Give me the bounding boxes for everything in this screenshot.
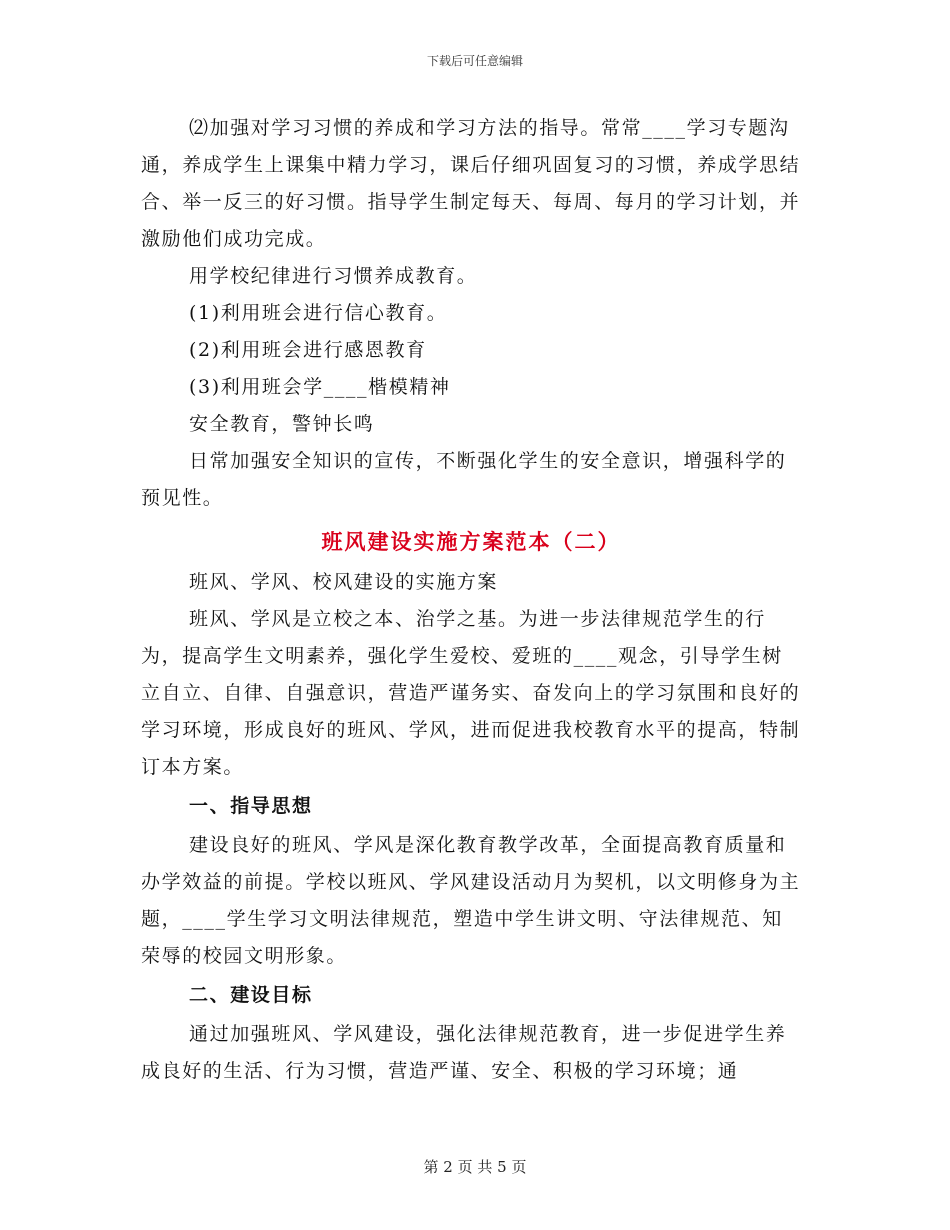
section-heading-goals: 二、建设目标 xyxy=(189,984,313,1006)
page-number: 第 2 页 共 5 页 xyxy=(423,1158,527,1176)
paragraph-safety: 日常加强安全知识的宣传，不断强化学生的安全意识，增强科学的预见性。 xyxy=(141,450,787,509)
list-item-confidence: (1)利用班会进行信心教育。 xyxy=(189,302,448,324)
paragraph-goals: 通过加强班风、学风建设，强化法律规范教育，进一步促进学生养成良好的生活、行为习惯，营造严谨、安全、积极的学习环境；通 xyxy=(141,1023,787,1082)
list-item-role-model: (3)利用班会学____楷模精神 xyxy=(189,376,451,398)
paragraph-guiding-ideology: 建设良好的班风、学风是深化教育教学改革，全面提高教育质量和办学效益的前提。学校以班风、学风建设活动月为契机，以文明修身为主题，____学生学习文明法律规范，塑造中学生讲文明、守法律规范、知荣辱的校园文明形象。 xyxy=(141,834,801,967)
document-body xyxy=(141,110,801,1090)
paragraph-plan-subtitle: 班风、学风、校风建设的实施方案 xyxy=(189,571,499,593)
page-header-note: 下载后可任意编辑 xyxy=(426,54,523,68)
paragraph-safety-heading: 安全教育，警钟长鸣 xyxy=(189,413,375,435)
paragraph-introduction: 班风、学风是立校之本、治学之基。为进一步法律规范学生的行为，提高学生文明素养，强化学生爱校、爱班的____观念，引导学生树立自立、自律、自强意识，营造严谨务实、奋发向上的学习氛围和良好的学习环境，形成良好的班风、学风，进而促进我校教育水平的提高，特制订本方案。 xyxy=(141,608,801,778)
section-heading-guiding-ideology: 一、指导思想 xyxy=(189,795,313,817)
paragraph-discipline: 用学校纪律进行习惯养成教育。 xyxy=(189,265,478,287)
list-item-gratitude: (2)利用班会进行感恩教育 xyxy=(189,339,427,361)
document-title: 班风建设实施方案范本（二） xyxy=(321,529,621,554)
paragraph-study-habits: ⑵加强对学习习惯的养成和学习方法的指导。常常____学习专题沟通，养成学生上课集中精力学习，课后仔细巩固复习的习惯，养成学思结合、举一反三的好习惯。指导学生制定每天、每周、每月的学习计划，并激励他们成功完成。 xyxy=(141,117,801,250)
